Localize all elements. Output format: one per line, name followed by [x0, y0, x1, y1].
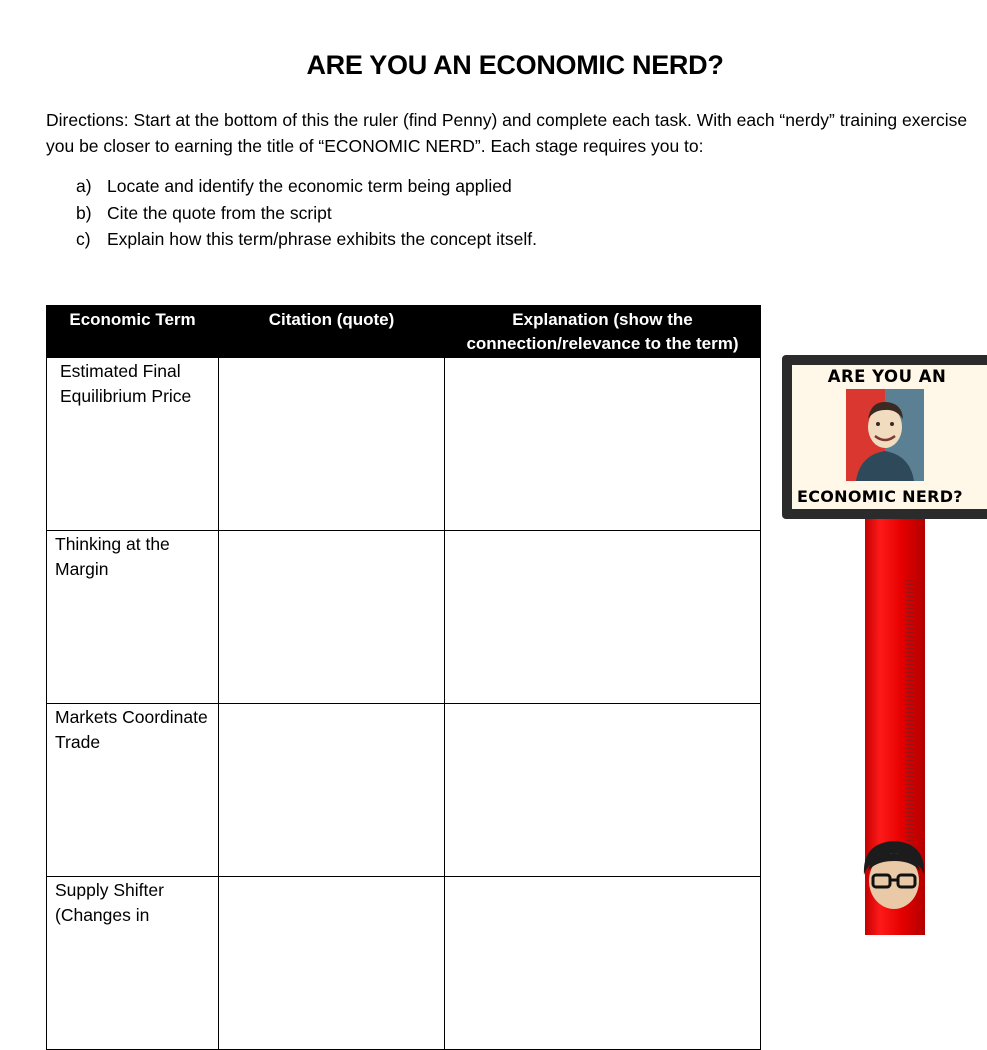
explanation-cell[interactable]	[445, 358, 761, 531]
economic-terms-table	[46, 305, 761, 1050]
nerd-badge-image	[782, 355, 987, 519]
task-text: Explain how this term/phrase exhibits the concept itself.	[107, 229, 537, 249]
table-row	[47, 358, 761, 531]
badge-panel	[792, 365, 987, 509]
task-item	[76, 173, 537, 200]
badge-bottom-text: ECONOMIC NERD?	[797, 487, 963, 506]
task-item	[76, 226, 537, 253]
table-row	[47, 531, 761, 704]
citation-cell[interactable]	[219, 877, 445, 1050]
term-cell: Supply Shifter (Changes in	[47, 877, 219, 1050]
directions-paragraph: Directions: Start at the bottom of this the ruler (find Penny) and complete each task. With each “nerdy” training exercise you be closer to earning the title of “ECONOMIC NERD”. Each stage requires you to:	[46, 110, 968, 156]
task-text: Locate and identify the economic term being applied	[107, 176, 512, 196]
table-row	[47, 877, 761, 1050]
task-text: Cite the quote from the script	[107, 202, 332, 223]
header-citation: Citation (quote)	[219, 306, 445, 358]
task-marker: b)	[76, 202, 92, 223]
task-list	[76, 173, 537, 253]
poster-portrait-icon	[846, 389, 924, 481]
task-marker: c)	[76, 229, 91, 249]
page-title: ARE YOU AN ECONOMIC NERD?	[306, 50, 724, 80]
citation-cell[interactable]	[219, 531, 445, 704]
citation-cell[interactable]	[219, 358, 445, 531]
term-cell: Thinking at the Margin	[47, 531, 219, 704]
badge-top-text: ARE YOU AN	[827, 367, 947, 386]
table-header-row	[47, 306, 761, 358]
task-item	[76, 200, 537, 227]
explanation-cell[interactable]	[445, 704, 761, 877]
term-cell: Markets Coordinate Trade	[47, 704, 219, 877]
explanation-cell[interactable]	[445, 877, 761, 1050]
explanation-cell[interactable]	[445, 531, 761, 704]
term-cell: Estimated Final Equilibrium Price	[47, 358, 219, 531]
citation-cell[interactable]	[219, 704, 445, 877]
table-row	[47, 704, 761, 877]
task-marker: a)	[76, 176, 92, 196]
character-face-icon	[858, 835, 930, 912]
header-explanation: Explanation (show the connection/relevance to the term)	[445, 306, 761, 358]
header-economic-term: Economic Term	[47, 306, 219, 358]
